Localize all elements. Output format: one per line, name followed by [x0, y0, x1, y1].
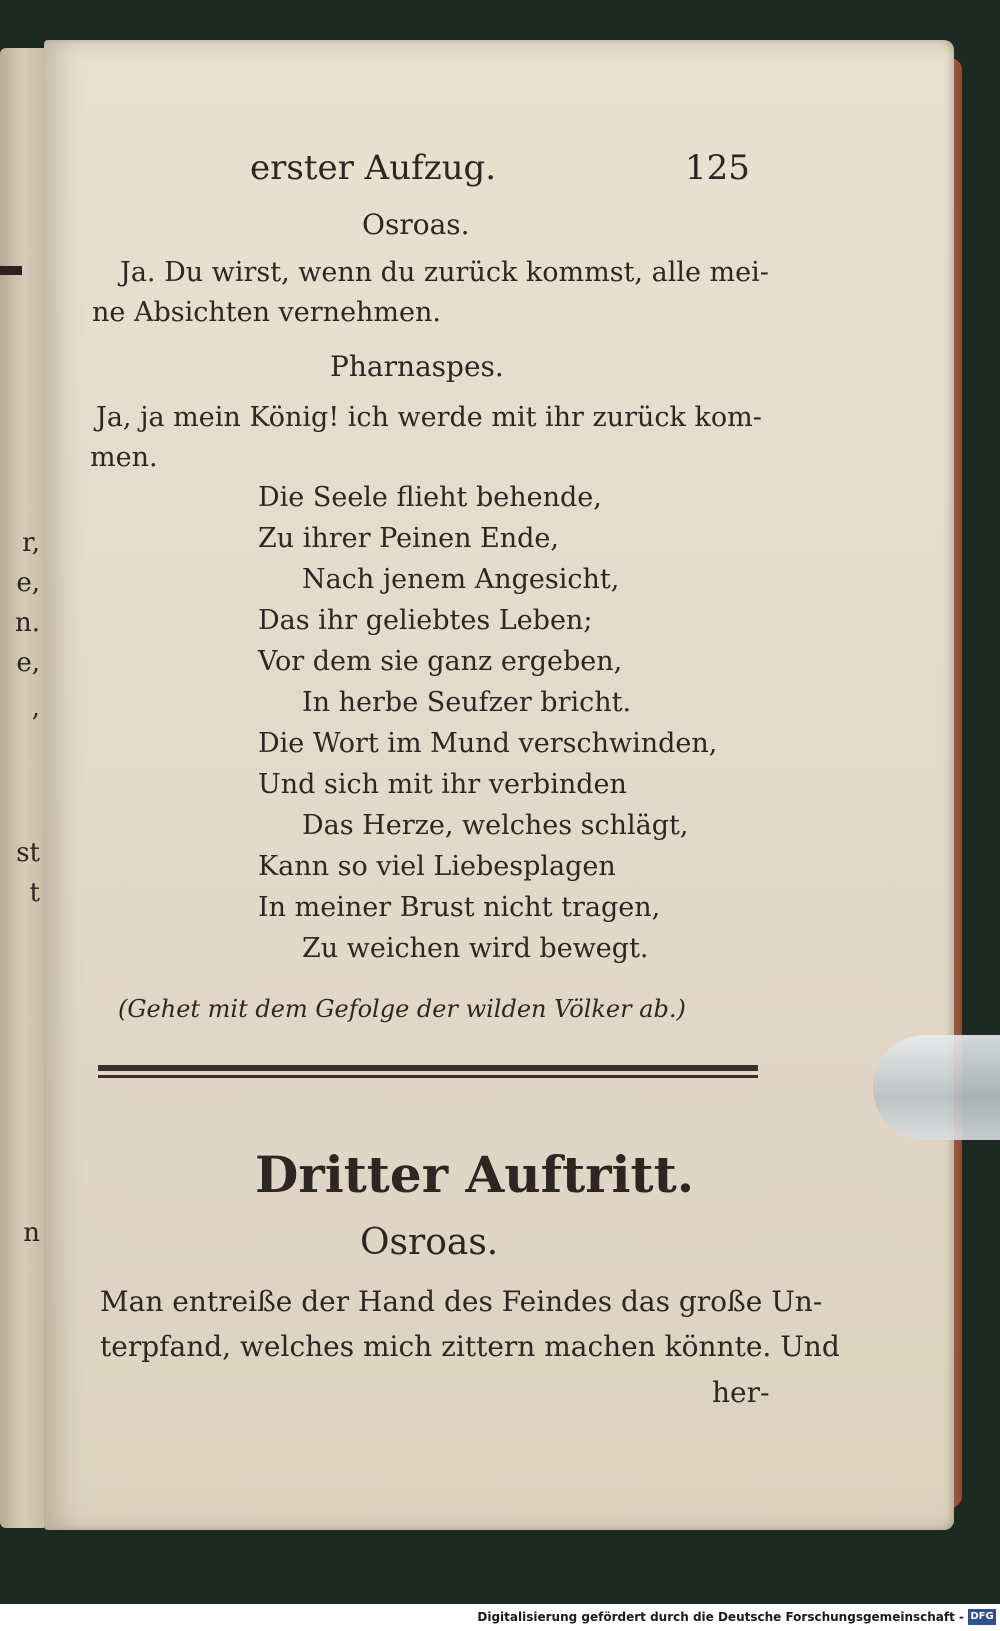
previous-page-fragment: r, — [22, 528, 40, 558]
speech-line: men. — [90, 442, 158, 473]
previous-page-fragment: t — [29, 878, 40, 908]
verse-line: Und sich mit ihr verbinden — [258, 769, 627, 800]
scene-title: Dritter Auftritt. — [255, 1145, 695, 1204]
speaker-name: Osroas. — [360, 1222, 499, 1263]
page-clip — [873, 1035, 1000, 1140]
verse-line: In meiner Brust nicht tragen, — [258, 892, 661, 923]
verse-line: Die Wort im Mund verschwinden, — [258, 728, 718, 759]
previous-page-fragment: st — [16, 838, 40, 868]
verse-line: Zu weichen wird bewegt. — [302, 933, 649, 964]
previous-page-fragment: e, — [16, 568, 40, 598]
speech-line: ne Absichten vernehmen. — [92, 297, 441, 328]
previous-page-rule — [0, 266, 22, 275]
speaker-name: Pharnaspes. — [330, 350, 504, 383]
previous-page-fragment: n. — [14, 608, 40, 638]
speaker-name: Osroas. — [362, 208, 470, 241]
running-title: erster Aufzug. — [250, 148, 497, 188]
double-rule-top — [98, 1065, 758, 1071]
previous-page-fragment: n — [23, 1218, 40, 1248]
double-rule-bottom — [98, 1075, 758, 1078]
verse-line: Nach jenem Angesicht, — [302, 564, 620, 595]
page-number: 125 — [685, 148, 750, 188]
verse-line: Die Seele flieht behende, — [258, 482, 602, 513]
speech-line: Ja, ja mein König! ich werde mit ihr zurück kom- — [96, 402, 762, 433]
speech-line: Ja. Du wirst, wenn du zurück kommst, alle mei- — [120, 257, 769, 288]
previous-page-fragment: e, — [16, 648, 40, 678]
footer-credit: Digitalisierung gefördert durch die Deutsche Forschungsgemeinschaft - — [477, 1610, 964, 1624]
speech-line: Man entreiße der Hand des Feindes das große Un- — [100, 1285, 823, 1318]
verse-line: Vor dem sie ganz ergeben, — [258, 646, 623, 677]
verse-line: Das ihr geliebtes Leben; — [258, 605, 593, 636]
footer-bar — [0, 1604, 1000, 1631]
verse-line: Zu ihrer Peinen Ende, — [258, 523, 559, 554]
verse-line: Das Herze, welches schlägt, — [302, 810, 689, 841]
verse-line: In herbe Seufzer bricht. — [302, 687, 632, 718]
catchword: her- — [712, 1376, 770, 1409]
verse-line: Kann so viel Liebesplagen — [258, 851, 616, 882]
stage-direction: (Gehet mit dem Gefolge der wilden Völker ab.) — [118, 995, 686, 1023]
dfg-logo: DFG — [968, 1609, 996, 1625]
speech-line: terpfand, welches mich zittern machen könnte. Und — [100, 1330, 840, 1363]
previous-page-edge — [0, 48, 44, 1528]
previous-page-fragment: , — [31, 693, 40, 723]
